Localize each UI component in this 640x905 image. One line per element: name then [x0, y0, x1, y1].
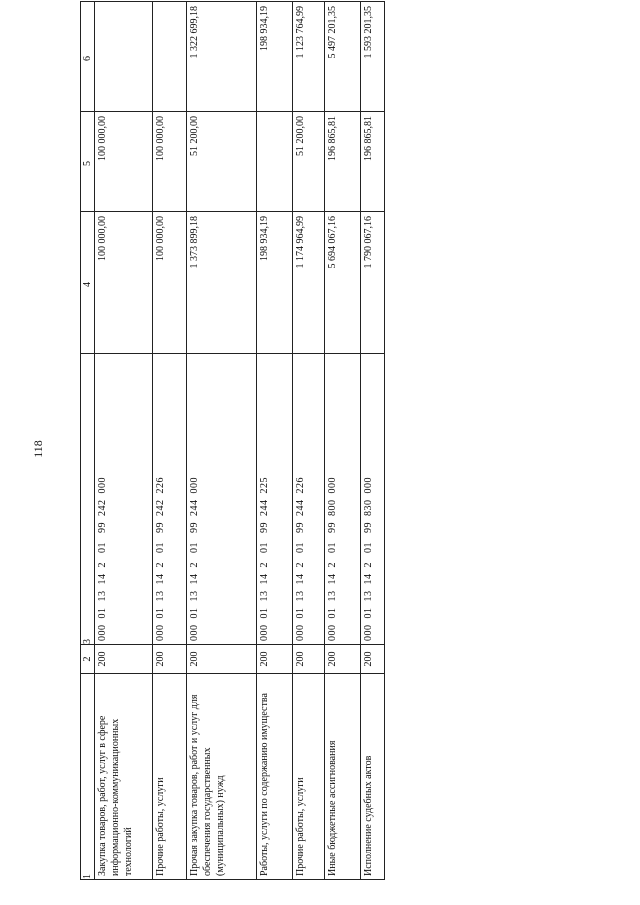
row-col4: 198 934,19: [257, 212, 293, 354]
row-name: Прочая закупка товаров, работ и услуг для обеспечения государственных (муниципальных) нужд: [187, 674, 257, 880]
table-header: [81, 2, 95, 880]
row-col2: 200: [325, 645, 361, 674]
row-col4: 5 694 067,16: [325, 212, 361, 354]
row-col5: 100 000,00: [95, 112, 153, 212]
row-col4: 1 790 067,16: [361, 212, 385, 354]
header-col-2: 2: [81, 645, 95, 674]
row-col2: 200: [95, 645, 153, 674]
table-row: [153, 2, 187, 880]
row-col6: 1 593 201,35: [361, 2, 385, 112]
row-col5: 196 865,81: [325, 112, 361, 212]
row-col2: 200: [187, 645, 257, 674]
row-col6: [153, 2, 187, 112]
table-row: [257, 2, 293, 880]
row-col5: 196 865,81: [361, 112, 385, 212]
row-col6: 5 497 201,35: [325, 2, 361, 112]
row-col4: 1 174 964,99: [293, 212, 325, 354]
row-col2: 200: [257, 645, 293, 674]
row-col5: [257, 112, 293, 212]
row-name: Прочие работы, услуги: [293, 674, 325, 880]
row-code: 000 01 13 14 2 01 99 244 226: [293, 354, 325, 645]
budget-table: [80, 1, 385, 880]
table-row: [361, 2, 385, 880]
header-col-3: 3: [81, 354, 95, 645]
row-code: 000 01 13 14 2 01 99 242 000: [95, 354, 153, 645]
header-row: [81, 2, 95, 880]
row-col2: 200: [153, 645, 187, 674]
table-row: [95, 2, 153, 880]
row-code: 000 01 13 14 2 01 99 244 000: [187, 354, 257, 645]
row-col4: 1 373 899,18: [187, 212, 257, 354]
row-name: Работы, услуги по содержанию имущества: [257, 674, 293, 880]
row-col5: 51 200,00: [187, 112, 257, 212]
header-col-1: 1: [81, 674, 95, 880]
budget-table-container: [80, 6, 385, 880]
row-code: 000 01 13 14 2 01 99 244 225: [257, 354, 293, 645]
row-name: Закупка товаров, работ, услуг в сфере информационно-коммуникационных технологий: [95, 674, 153, 880]
table-body: [95, 2, 385, 880]
row-name: Прочие работы, услуги: [153, 674, 187, 880]
table-row: [187, 2, 257, 880]
row-col6: [95, 2, 153, 112]
header-col-5: 5: [81, 112, 95, 212]
row-col2: 200: [293, 645, 325, 674]
row-col5: 51 200,00: [293, 112, 325, 212]
row-col6: 1 123 764,99: [293, 2, 325, 112]
row-col4: 100 000,00: [153, 212, 187, 354]
table-row: [325, 2, 361, 880]
header-col-6: 6: [81, 2, 95, 112]
row-col6: 1 322 699,18: [187, 2, 257, 112]
row-code: 000 01 13 14 2 01 99 242 226: [153, 354, 187, 645]
row-name: Иные бюджетные ассигнования: [325, 674, 361, 880]
row-col6: 198 934,19: [257, 2, 293, 112]
row-code: 000 01 13 14 2 01 99 800 000: [325, 354, 361, 645]
row-col2: 200: [361, 645, 385, 674]
row-code: 000 01 13 14 2 01 99 830 000: [361, 354, 385, 645]
row-col4: 100 000,00: [95, 212, 153, 354]
header-col-4: 4: [81, 212, 95, 354]
table-row: [293, 2, 325, 880]
row-name: Исполнение судебных актов: [361, 674, 385, 880]
page-number: 118: [31, 440, 45, 458]
row-col5: 100 000,00: [153, 112, 187, 212]
